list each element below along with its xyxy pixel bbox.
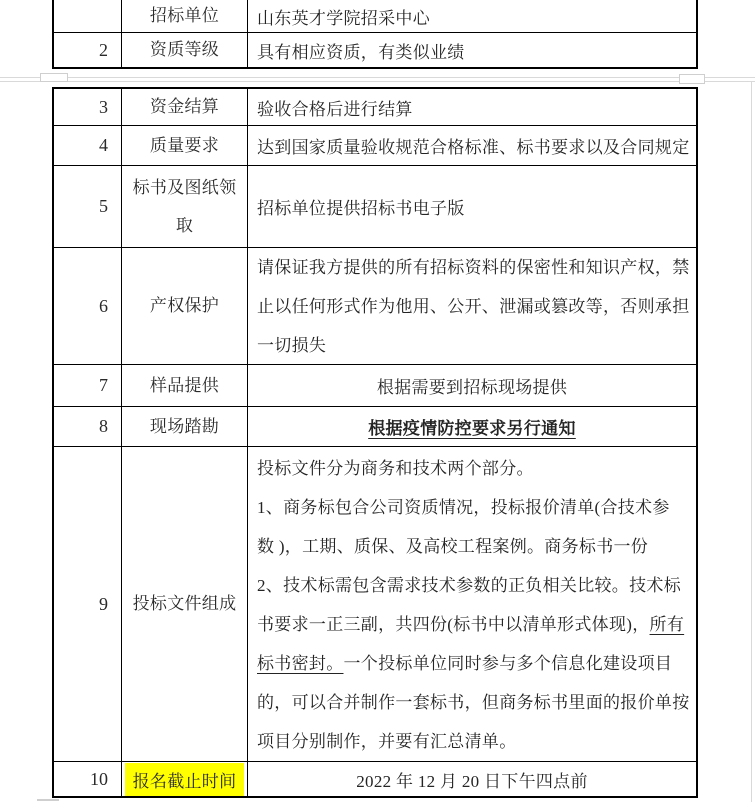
cell-number[interactable]: 6 xyxy=(54,248,122,364)
cell-number[interactable]: 9 xyxy=(54,447,122,761)
label-text: 招标单位 xyxy=(149,6,220,25)
cell-label[interactable] xyxy=(122,126,248,165)
cell-label[interactable] xyxy=(122,89,248,125)
cell-number[interactable]: 8 xyxy=(54,407,122,446)
content-line: 请保证我方提供的所有招标资料的保密性和知识产权，禁 xyxy=(257,258,690,277)
table-row xyxy=(54,33,696,67)
table-corner-mark xyxy=(37,799,59,801)
table-row xyxy=(54,762,696,796)
cell-content[interactable] xyxy=(248,248,696,364)
cell-label[interactable] xyxy=(122,248,248,364)
cell-label[interactable] xyxy=(122,407,248,446)
table-row xyxy=(54,0,696,33)
content-line: 投标文件分为商务和技术两个部分。 xyxy=(257,459,534,478)
content-text: 山东英才学院招采中心 xyxy=(257,8,430,28)
table-row xyxy=(54,89,696,126)
cell-content[interactable] xyxy=(248,762,696,796)
label-text: 资质等级 xyxy=(149,40,220,59)
cell-content[interactable] xyxy=(248,365,696,406)
page-break-notch xyxy=(40,73,68,82)
content-line: 数 )，工期、质保、及高校工程案例。商务标书一份 xyxy=(257,537,649,556)
table-row xyxy=(54,166,696,248)
cell-content[interactable] xyxy=(248,407,696,446)
page-break-line xyxy=(0,81,755,82)
cell-number[interactable]: 7 xyxy=(54,365,122,406)
page-break-line xyxy=(0,77,755,78)
content-text: 根据需要到招标现场提供 xyxy=(376,378,568,397)
cell-content[interactable] xyxy=(248,447,696,761)
content-text-bold-underline: 根据疫情防控要求另行通知 xyxy=(368,419,576,438)
content-text: 验收合格后进行结算 xyxy=(257,99,413,119)
cell-number[interactable]: 2 xyxy=(54,33,122,67)
deadline-date-text: 2022 年 12 月 20 日下午四点前 xyxy=(356,771,588,791)
cell-content[interactable] xyxy=(248,126,696,165)
cell-content[interactable] xyxy=(248,166,696,247)
table-row xyxy=(54,407,696,447)
content-line: 项目分别制作，并要有汇总清单。 xyxy=(257,732,517,751)
label-text: 现场踏勘 xyxy=(149,416,220,436)
cell-label[interactable] xyxy=(122,33,248,67)
content-line: 止以任何形式作为他用、公开、泄漏或篡改等，否则承担 xyxy=(257,297,690,316)
label-text: 产权保护 xyxy=(149,296,220,315)
tender-table-part-2 xyxy=(52,87,698,798)
cell-content[interactable] xyxy=(248,33,696,67)
table-row xyxy=(54,248,696,365)
content-line: 的，可以合并制作一套标书，但商务标书里面的报价单按 xyxy=(257,693,690,712)
cell-label[interactable] xyxy=(122,365,248,406)
cell-label[interactable] xyxy=(122,166,248,247)
content-text: 达到国家质量验收规范合格标准、标书要求以及合同规定 xyxy=(257,138,690,157)
table-row xyxy=(54,126,696,166)
underlined-text: 标书密封。 xyxy=(257,654,344,673)
content-line: 标书密封。一个投标单位同时参与多个信息化建设项目 xyxy=(257,654,673,673)
page-break-notch xyxy=(679,74,705,84)
cell-number[interactable] xyxy=(54,0,122,32)
cell-number[interactable]: 5 xyxy=(54,166,122,247)
cell-number[interactable]: 10 xyxy=(54,762,122,796)
underlined-text: 所有 xyxy=(649,615,685,634)
label-text: 样品提供 xyxy=(149,375,220,395)
label-text: 投标文件组成 xyxy=(132,594,237,613)
cell-content[interactable] xyxy=(248,0,696,32)
content-text: 具有相应资质，有类似业绩 xyxy=(257,42,465,62)
content-line: 2、技术标需包含需求技术参数的正负相关比较。技术标 xyxy=(257,576,681,595)
cell-number[interactable]: 4 xyxy=(54,126,122,165)
cell-label[interactable] xyxy=(122,0,248,32)
label-text: 质量要求 xyxy=(149,135,220,155)
highlight-deadline-label: 报名截止时间 xyxy=(125,763,245,796)
content-line: 一切损失 xyxy=(257,336,327,355)
cell-content[interactable] xyxy=(248,89,696,125)
page-right-edge xyxy=(751,81,752,802)
label-text: 资金结算 xyxy=(149,97,220,116)
label-text: 标书及图纸领取 xyxy=(132,177,237,235)
content-line: 书要求一正三副，共四份(标书中以清单形式体现)，所有 xyxy=(257,615,685,634)
content-text: 招标单位提供招标书电子版 xyxy=(257,199,465,218)
table-row xyxy=(54,365,696,407)
tender-table-part-1 xyxy=(52,0,698,69)
cell-label[interactable] xyxy=(122,447,248,761)
cell-number[interactable]: 3 xyxy=(54,89,122,125)
content-line: 1、商务标包合公司资质情况，投标报价清单(合技术参 xyxy=(257,498,670,517)
table-row xyxy=(54,447,696,762)
cell-label[interactable] xyxy=(122,762,248,796)
